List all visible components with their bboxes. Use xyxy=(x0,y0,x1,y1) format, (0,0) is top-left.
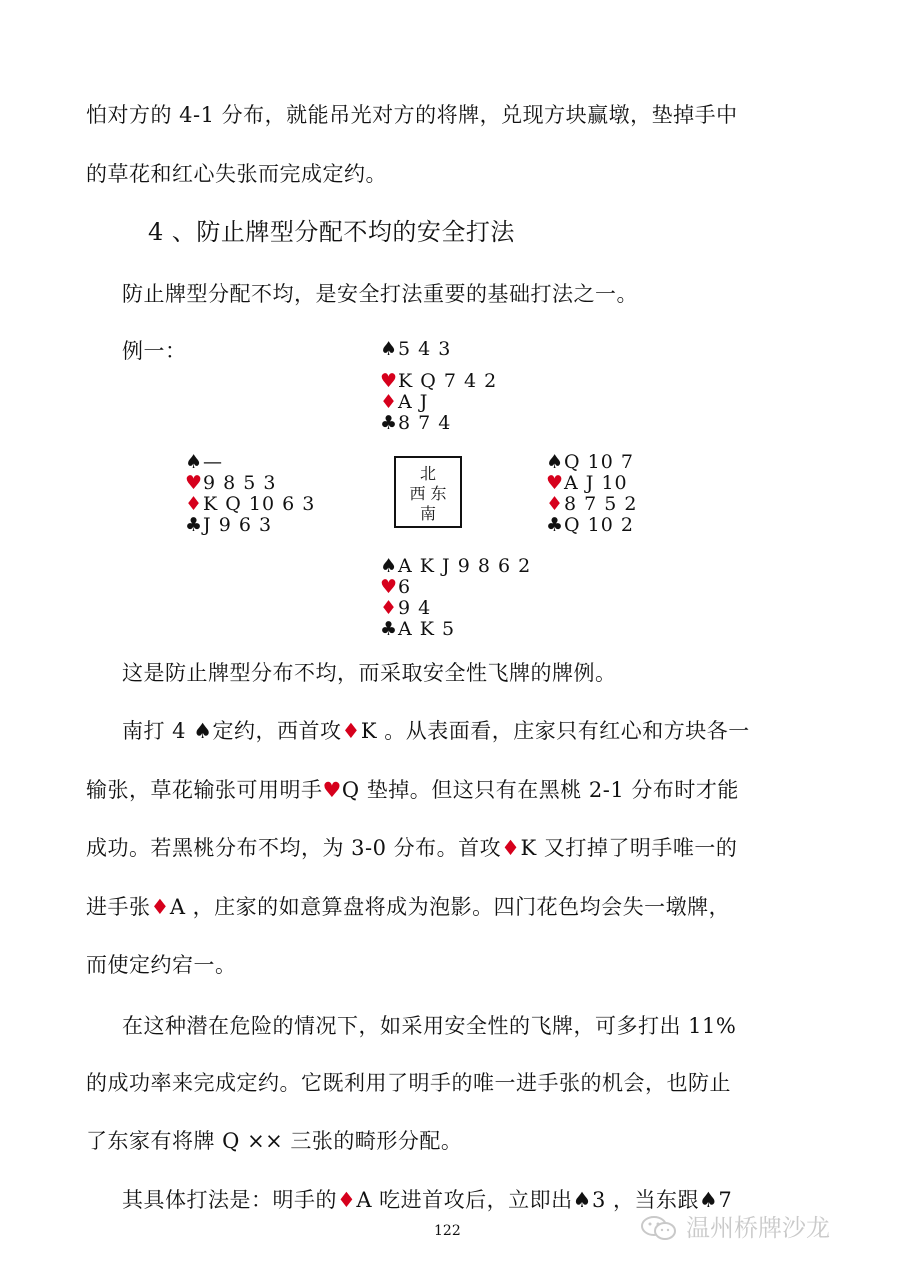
club-icon: ♣ xyxy=(546,514,565,536)
section-heading: 4 、防止牌型分配不均的安全打法 xyxy=(148,218,515,246)
compass-west: 西 xyxy=(409,484,426,503)
paragraph-line: 在这种潜在危险的情况下，如采用安全性的飞牌，可多打出 11% xyxy=(122,1014,737,1038)
west-clubs: J 9 6 3 xyxy=(203,514,273,536)
watermark xyxy=(640,1208,830,1243)
diamond-icon: ♦ xyxy=(185,493,204,515)
compass-box xyxy=(394,456,462,528)
diamond-icon: ♦ xyxy=(501,836,521,860)
compass-north: 北 xyxy=(419,464,436,483)
paragraph-line xyxy=(86,834,737,862)
spade-icon: ♠ xyxy=(572,1188,592,1212)
text-segment: 定约，西首攻 xyxy=(212,719,342,743)
heart-icon: ♥ xyxy=(380,576,399,598)
text-segment: 进手张 xyxy=(86,895,151,919)
paragraph-line xyxy=(122,717,750,745)
club-icon: ♣ xyxy=(380,618,399,640)
north-diamonds: A J xyxy=(398,391,429,413)
watermark-text: 温州桥牌沙龙 xyxy=(686,1214,830,1242)
paragraph-line xyxy=(86,893,730,921)
text-segment: 南打 4 xyxy=(122,719,194,743)
north-hand xyxy=(380,339,497,434)
paragraph-line xyxy=(86,776,739,804)
paragraph-line: 而使定约宕一。 xyxy=(86,953,237,977)
page-number: 122 xyxy=(434,1223,461,1239)
text-segment: A ，庄家的如意算盘将成为泡影。四门花色均会失一墩牌， xyxy=(169,895,731,919)
paragraph-line: 这是防止牌型分布不均，而采取安全性飞牌的牌例。 xyxy=(122,661,617,685)
spade-icon: ♠ xyxy=(380,338,399,360)
club-icon: ♣ xyxy=(185,514,204,536)
west-spades: — xyxy=(203,451,224,473)
wechat-icon xyxy=(640,1215,678,1241)
heart-icon: ♥ xyxy=(546,472,565,494)
heart-icon: ♥ xyxy=(185,472,204,494)
text-segment: 输张，草花输张可用明手 xyxy=(86,778,323,802)
club-icon: ♣ xyxy=(380,412,399,434)
compass-east: 东 xyxy=(430,484,447,503)
diamond-icon: ♦ xyxy=(380,597,399,619)
text-segment: K 。从表面看，庄家只有红心和方块各一 xyxy=(360,719,750,743)
example-label: 例一： xyxy=(122,339,187,363)
text-segment: A 吃进首攻后，立即出 xyxy=(356,1188,573,1212)
diamond-icon: ♦ xyxy=(337,1188,357,1212)
north-spades: 5 4 3 xyxy=(398,338,452,360)
west-diamonds: K Q 10 6 3 xyxy=(203,493,316,515)
diamond-icon: ♦ xyxy=(380,391,399,413)
diamond-icon: ♦ xyxy=(546,493,565,515)
text-segment: 7 xyxy=(718,1188,733,1212)
text-segment: 成功。若黑桃分布不均，为 3-0 分布。首攻 xyxy=(86,836,502,860)
paragraph-line: 防止牌型分配不均，是安全打法重要的基础打法之一。 xyxy=(122,282,638,306)
east-clubs: Q 10 2 xyxy=(564,514,634,536)
south-hearts: 6 xyxy=(398,576,412,598)
diamond-icon: ♦ xyxy=(150,895,170,919)
paragraph-line: 了东家有将牌 Q ×× 三张的畸形分配。 xyxy=(86,1129,463,1153)
spade-icon: ♠ xyxy=(185,451,204,473)
paragraph-line: 怕对方的 4-1 分布，就能吊光对方的将牌，兑现方块赢墩，垫掉手中 xyxy=(86,103,738,127)
spade-icon: ♠ xyxy=(193,719,213,743)
south-hand xyxy=(380,556,531,640)
spade-icon: ♠ xyxy=(699,1188,719,1212)
north-hearts: K Q 7 4 2 xyxy=(398,370,498,392)
south-spades: A K J 9 8 6 2 xyxy=(398,555,532,577)
spade-icon: ♠ xyxy=(380,555,399,577)
south-clubs: A K 5 xyxy=(398,618,456,640)
east-spades: Q 10 7 xyxy=(564,451,634,473)
east-hearts: A J 10 xyxy=(564,472,628,494)
diamond-icon: ♦ xyxy=(341,719,361,743)
compass-west-east xyxy=(396,484,460,504)
heart-icon: ♥ xyxy=(380,370,399,392)
east-diamonds: 8 7 5 2 xyxy=(564,493,638,515)
spade-icon: ♠ xyxy=(546,451,565,473)
south-diamonds: 9 4 xyxy=(398,597,432,619)
compass-south: 南 xyxy=(419,504,436,523)
west-hearts: 9 8 5 3 xyxy=(203,472,277,494)
text-segment: K 又打掉了明手唯一的 xyxy=(520,836,738,860)
east-hand xyxy=(546,452,638,536)
north-clubs: 8 7 4 xyxy=(398,412,452,434)
paragraph-line: 的草花和红心失张而完成定约。 xyxy=(86,162,387,186)
paragraph-line: 的成功率来完成定约。它既利用了明手的唯一进手张的机会，也防止 xyxy=(86,1071,731,1095)
text-segment: 其具体打法是：明手的 xyxy=(122,1188,337,1212)
text-segment: 3 ，当东跟 xyxy=(592,1188,700,1212)
text-segment: Q 垫掉。但这只有在黑桃 2-1 分布时才能 xyxy=(341,778,739,802)
west-hand xyxy=(185,452,315,536)
heart-icon: ♥ xyxy=(322,778,342,802)
